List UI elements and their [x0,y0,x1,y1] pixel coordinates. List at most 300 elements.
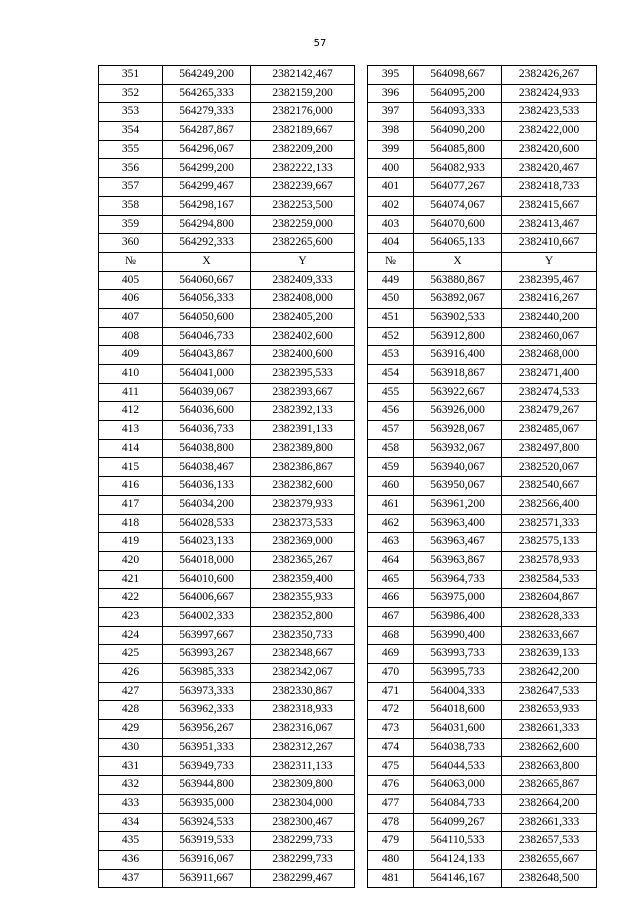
x-coordinate-cell: 563997,667 [163,626,251,645]
x-coordinate-cell: 564299,467 [163,178,251,197]
y-coordinate-cell: 2382393,667 [251,383,355,402]
y-coordinate-cell: 2382402,600 [251,327,355,346]
y-coordinate-cell: 2382408,000 [251,290,355,309]
table-row [99,122,597,141]
x-coordinate-cell: 564038,467 [163,458,251,477]
column-gap [355,327,368,346]
x-coordinate-cell: 564039,067 [163,383,251,402]
column-gap [355,122,368,141]
x-coordinate-cell: 564056,333 [163,290,251,309]
x-coordinate-cell: 564265,333 [163,84,251,103]
point-number-cell: 410 [99,365,163,384]
point-number-cell: 407 [99,308,163,327]
table-row [99,308,597,327]
x-coordinate-cell: 563993,733 [414,645,502,664]
x-coordinate-cell: 564095,200 [414,84,502,103]
x-coordinate-cell: 564084,733 [414,794,502,813]
x-coordinate-cell: 564074,067 [414,196,502,215]
point-number-cell: 357 [99,178,163,197]
y-coordinate-cell: 2382604,867 [502,589,597,608]
point-number-cell: 416 [99,477,163,496]
point-number-cell: 479 [368,832,414,851]
y-coordinate-cell: 2382239,667 [251,178,355,197]
column-gap [355,850,368,869]
x-coordinate-cell: 564031,600 [414,720,502,739]
point-number-cell: 432 [99,776,163,795]
table-row [99,720,597,739]
y-coordinate-cell: 2382415,667 [502,196,597,215]
y-coordinate-cell: 2382365,267 [251,551,355,570]
table-row [99,421,597,440]
x-coordinate-cell: 564046,733 [163,327,251,346]
column-gap [355,626,368,645]
y-coordinate-cell: 2382209,200 [251,140,355,159]
y-coordinate-cell: 2382395,533 [251,365,355,384]
point-number-cell: 411 [99,383,163,402]
column-header: Y [502,252,597,271]
x-coordinate-cell: 564034,200 [163,495,251,514]
y-coordinate-cell: 2382420,600 [502,140,597,159]
point-number-cell: 460 [368,477,414,496]
column-gap [355,776,368,795]
point-number-cell: 464 [368,551,414,570]
point-number-cell: 430 [99,738,163,757]
column-header: X [163,252,251,271]
y-coordinate-cell: 2382304,000 [251,794,355,813]
y-coordinate-cell: 2382665,867 [502,776,597,795]
x-coordinate-cell: 564294,800 [163,215,251,234]
y-coordinate-cell: 2382330,867 [251,682,355,701]
x-coordinate-cell: 564146,167 [414,869,502,888]
column-gap [355,178,368,197]
y-coordinate-cell: 2382400,600 [251,346,355,365]
point-number-cell: 470 [368,664,414,683]
y-coordinate-cell: 2382300,467 [251,813,355,832]
x-coordinate-cell: 564299,200 [163,159,251,178]
y-coordinate-cell: 2382663,800 [502,757,597,776]
x-coordinate-cell: 564036,600 [163,402,251,421]
x-coordinate-cell: 564077,267 [414,178,502,197]
y-coordinate-cell: 2382520,067 [502,458,597,477]
point-number-cell: 415 [99,458,163,477]
column-gap [355,664,368,683]
y-coordinate-cell: 2382566,400 [502,495,597,514]
column-gap [355,421,368,440]
y-coordinate-cell: 2382423,533 [502,103,597,122]
x-coordinate-cell: 563956,267 [163,720,251,739]
x-coordinate-cell: 564249,200 [163,66,251,85]
column-gap [355,271,368,290]
y-coordinate-cell: 2382355,933 [251,589,355,608]
y-coordinate-cell: 2382642,200 [502,664,597,683]
point-number-cell: 476 [368,776,414,795]
point-number-cell: 398 [368,122,414,141]
x-coordinate-cell: 563932,067 [414,439,502,458]
x-coordinate-cell: 564098,667 [414,66,502,85]
y-coordinate-cell: 2382386,867 [251,458,355,477]
point-number-cell: 436 [99,850,163,869]
y-coordinate-cell: 2382540,667 [502,477,597,496]
column-header: № [99,252,163,271]
y-coordinate-cell: 2382189,667 [251,122,355,141]
y-coordinate-cell: 2382420,467 [502,159,597,178]
column-gap [355,84,368,103]
x-coordinate-cell: 564041,000 [163,365,251,384]
column-gap [355,439,368,458]
x-coordinate-cell: 564070,600 [414,215,502,234]
x-coordinate-cell: 564004,333 [414,682,502,701]
column-header: Y [251,252,355,271]
y-coordinate-cell: 2382647,533 [502,682,597,701]
y-coordinate-cell: 2382440,200 [502,308,597,327]
point-number-cell: 457 [368,421,414,440]
x-coordinate-cell: 563935,000 [163,794,251,813]
table-row [99,682,597,701]
point-number-cell: 435 [99,832,163,851]
table-row [99,383,597,402]
point-number-cell: 477 [368,794,414,813]
point-number-cell: 465 [368,570,414,589]
point-number-cell: 403 [368,215,414,234]
point-number-cell: 412 [99,402,163,421]
x-coordinate-cell: 564298,167 [163,196,251,215]
point-number-cell: 422 [99,589,163,608]
table-row [99,66,597,85]
table-row [99,514,597,533]
table-row [99,178,597,197]
x-coordinate-cell: 563928,067 [414,421,502,440]
column-gap [355,140,368,159]
x-coordinate-cell: 563926,000 [414,402,502,421]
point-number-cell: 461 [368,495,414,514]
y-coordinate-cell: 2382661,333 [502,813,597,832]
y-coordinate-cell: 2382422,000 [502,122,597,141]
x-coordinate-cell: 564010,600 [163,570,251,589]
column-gap [355,383,368,402]
y-coordinate-cell: 2382471,400 [502,365,597,384]
point-number-cell: 351 [99,66,163,85]
y-coordinate-cell: 2382657,533 [502,832,597,851]
column-gap [355,458,368,477]
point-number-cell: 462 [368,514,414,533]
column-gap [355,234,368,253]
point-number-cell: 437 [99,869,163,888]
point-number-cell: 358 [99,196,163,215]
point-number-cell: 360 [99,234,163,253]
point-number-cell: 396 [368,84,414,103]
point-number-cell: 468 [368,626,414,645]
x-coordinate-cell: 563944,800 [163,776,251,795]
point-number-cell: 399 [368,140,414,159]
point-number-cell: 406 [99,290,163,309]
point-number-cell: 452 [368,327,414,346]
y-coordinate-cell: 2382259,000 [251,215,355,234]
y-coordinate-cell: 2382350,733 [251,626,355,645]
y-coordinate-cell: 2382312,267 [251,738,355,757]
table-row [99,701,597,720]
column-gap [355,589,368,608]
table-row [99,196,597,215]
y-coordinate-cell: 2382222,133 [251,159,355,178]
x-coordinate-cell: 564093,333 [414,103,502,122]
x-coordinate-cell: 563949,733 [163,757,251,776]
point-number-cell: 402 [368,196,414,215]
column-gap [355,701,368,720]
y-coordinate-cell: 2382575,133 [502,533,597,552]
y-coordinate-cell: 2382468,000 [502,346,597,365]
y-coordinate-cell: 2382628,333 [502,607,597,626]
point-number-cell: 353 [99,103,163,122]
column-header: X [414,252,502,271]
x-coordinate-cell: 564063,000 [414,776,502,795]
table-row [99,159,597,178]
point-number-cell: 354 [99,122,163,141]
x-coordinate-cell: 563963,867 [414,551,502,570]
point-number-cell: 467 [368,607,414,626]
y-coordinate-cell: 2382424,933 [502,84,597,103]
x-coordinate-cell: 563993,267 [163,645,251,664]
column-gap [355,645,368,664]
table-row [99,645,597,664]
point-number-cell: 429 [99,720,163,739]
table-row [99,813,597,832]
point-number-cell: 400 [368,159,414,178]
point-number-cell: 450 [368,290,414,309]
table-row [99,551,597,570]
x-coordinate-cell: 564090,200 [414,122,502,141]
table-row [99,327,597,346]
point-number-cell: 455 [368,383,414,402]
x-coordinate-cell: 563995,733 [414,664,502,683]
column-gap [355,290,368,309]
point-number-cell: 475 [368,757,414,776]
y-coordinate-cell: 2382395,467 [502,271,597,290]
table-row [99,234,597,253]
table-row [99,365,597,384]
x-coordinate-cell: 564050,600 [163,308,251,327]
column-gap [355,215,368,234]
y-coordinate-cell: 2382379,933 [251,495,355,514]
table-row [99,458,597,477]
point-number-cell: 421 [99,570,163,589]
x-coordinate-cell: 564043,867 [163,346,251,365]
point-number-cell: 427 [99,682,163,701]
y-coordinate-cell: 2382405,200 [251,308,355,327]
x-coordinate-cell: 564082,933 [414,159,502,178]
x-coordinate-cell: 563985,333 [163,664,251,683]
point-number-cell: 456 [368,402,414,421]
point-number-cell: 433 [99,794,163,813]
column-gap [355,869,368,888]
x-coordinate-cell: 563918,867 [414,365,502,384]
y-coordinate-cell: 2382159,200 [251,84,355,103]
x-coordinate-cell: 563963,467 [414,533,502,552]
x-coordinate-cell: 564018,000 [163,551,251,570]
point-number-cell: 397 [368,103,414,122]
table-row [99,533,597,552]
x-coordinate-cell: 563916,067 [163,850,251,869]
x-coordinate-cell: 563916,400 [414,346,502,365]
y-coordinate-cell: 2382418,733 [502,178,597,197]
x-coordinate-cell: 563986,400 [414,607,502,626]
column-header: № [368,252,414,271]
point-number-cell: 401 [368,178,414,197]
y-coordinate-cell: 2382265,600 [251,234,355,253]
point-number-cell: 469 [368,645,414,664]
y-coordinate-cell: 2382578,933 [502,551,597,570]
point-number-cell: 404 [368,234,414,253]
point-number-cell: 395 [368,66,414,85]
column-gap [355,533,368,552]
x-coordinate-cell: 563911,667 [163,869,251,888]
y-coordinate-cell: 2382253,500 [251,196,355,215]
x-coordinate-cell: 563951,333 [163,738,251,757]
table-row [99,794,597,813]
y-coordinate-cell: 2382648,500 [502,869,597,888]
y-coordinate-cell: 2382352,800 [251,607,355,626]
y-coordinate-cell: 2382474,533 [502,383,597,402]
point-number-cell: 463 [368,533,414,552]
column-gap [355,832,368,851]
x-coordinate-cell: 564002,333 [163,607,251,626]
table-row [99,832,597,851]
column-gap [355,551,368,570]
x-coordinate-cell: 564292,333 [163,234,251,253]
y-coordinate-cell: 2382639,133 [502,645,597,664]
x-coordinate-cell: 563912,800 [414,327,502,346]
x-coordinate-cell: 564296,067 [163,140,251,159]
y-coordinate-cell: 2382373,533 [251,514,355,533]
point-number-cell: 471 [368,682,414,701]
table-row [99,84,597,103]
column-gap [355,495,368,514]
y-coordinate-cell: 2382584,533 [502,570,597,589]
point-number-cell: 431 [99,757,163,776]
x-coordinate-cell: 564036,133 [163,477,251,496]
table-row [99,290,597,309]
table-row [99,271,597,290]
column-gap [355,607,368,626]
point-number-cell: 409 [99,346,163,365]
x-coordinate-cell: 563990,400 [414,626,502,645]
x-coordinate-cell: 563961,200 [414,495,502,514]
x-coordinate-cell: 563973,333 [163,682,251,701]
point-number-cell: 418 [99,514,163,533]
column-gap [355,252,368,271]
x-coordinate-cell: 564085,800 [414,140,502,159]
point-number-cell: 458 [368,439,414,458]
point-number-cell: 473 [368,720,414,739]
y-coordinate-cell: 2382662,600 [502,738,597,757]
x-coordinate-cell: 563924,533 [163,813,251,832]
table-row [99,850,597,869]
x-coordinate-cell: 563975,000 [414,589,502,608]
point-number-cell: 451 [368,308,414,327]
y-coordinate-cell: 2382359,400 [251,570,355,589]
y-coordinate-cell: 2382497,800 [502,439,597,458]
y-coordinate-cell: 2382389,800 [251,439,355,458]
point-number-cell: 413 [99,421,163,440]
point-number-cell: 449 [368,271,414,290]
point-number-cell: 424 [99,626,163,645]
column-gap [355,757,368,776]
point-number-cell: 480 [368,850,414,869]
coordinates-table [98,65,597,888]
point-number-cell: 466 [368,589,414,608]
y-coordinate-cell: 2382655,667 [502,850,597,869]
table-row [99,664,597,683]
point-number-cell: 478 [368,813,414,832]
x-coordinate-cell: 564065,133 [414,234,502,253]
point-number-cell: 472 [368,701,414,720]
point-number-cell: 454 [368,365,414,384]
y-coordinate-cell: 2382318,933 [251,701,355,720]
point-number-cell: 459 [368,458,414,477]
table-row [99,626,597,645]
x-coordinate-cell: 564099,267 [414,813,502,832]
table-row [99,776,597,795]
column-gap [355,813,368,832]
y-coordinate-cell: 2382485,067 [502,421,597,440]
x-coordinate-cell: 564279,333 [163,103,251,122]
point-number-cell: 423 [99,607,163,626]
table-row [99,495,597,514]
table-header-row [99,252,597,271]
table-row [99,346,597,365]
column-gap [355,308,368,327]
x-coordinate-cell: 564036,733 [163,421,251,440]
point-number-cell: 408 [99,327,163,346]
column-gap [355,477,368,496]
column-gap [355,346,368,365]
x-coordinate-cell: 564060,667 [163,271,251,290]
x-coordinate-cell: 564018,600 [414,701,502,720]
y-coordinate-cell: 2382661,333 [502,720,597,739]
column-gap [355,682,368,701]
table-row [99,607,597,626]
point-number-cell: 434 [99,813,163,832]
column-gap [355,66,368,85]
table-row [99,402,597,421]
point-number-cell: 352 [99,84,163,103]
page-number: 57 [313,38,327,49]
y-coordinate-cell: 2382409,333 [251,271,355,290]
y-coordinate-cell: 2382413,467 [502,215,597,234]
y-coordinate-cell: 2382142,467 [251,66,355,85]
y-coordinate-cell: 2382348,667 [251,645,355,664]
x-coordinate-cell: 563902,533 [414,308,502,327]
x-coordinate-cell: 564038,733 [414,738,502,757]
point-number-cell: 453 [368,346,414,365]
x-coordinate-cell: 563962,333 [163,701,251,720]
x-coordinate-cell: 564006,667 [163,589,251,608]
y-coordinate-cell: 2382369,000 [251,533,355,552]
x-coordinate-cell: 563919,533 [163,832,251,851]
table-row [99,140,597,159]
y-coordinate-cell: 2382664,200 [502,794,597,813]
x-coordinate-cell: 564044,533 [414,757,502,776]
point-number-cell: 425 [99,645,163,664]
y-coordinate-cell: 2382382,600 [251,477,355,496]
point-number-cell: 359 [99,215,163,234]
x-coordinate-cell: 563880,867 [414,271,502,290]
point-number-cell: 417 [99,495,163,514]
x-coordinate-cell: 564287,867 [163,122,251,141]
x-coordinate-cell: 563964,733 [414,570,502,589]
table-row [99,103,597,122]
y-coordinate-cell: 2382299,467 [251,869,355,888]
table-row [99,738,597,757]
